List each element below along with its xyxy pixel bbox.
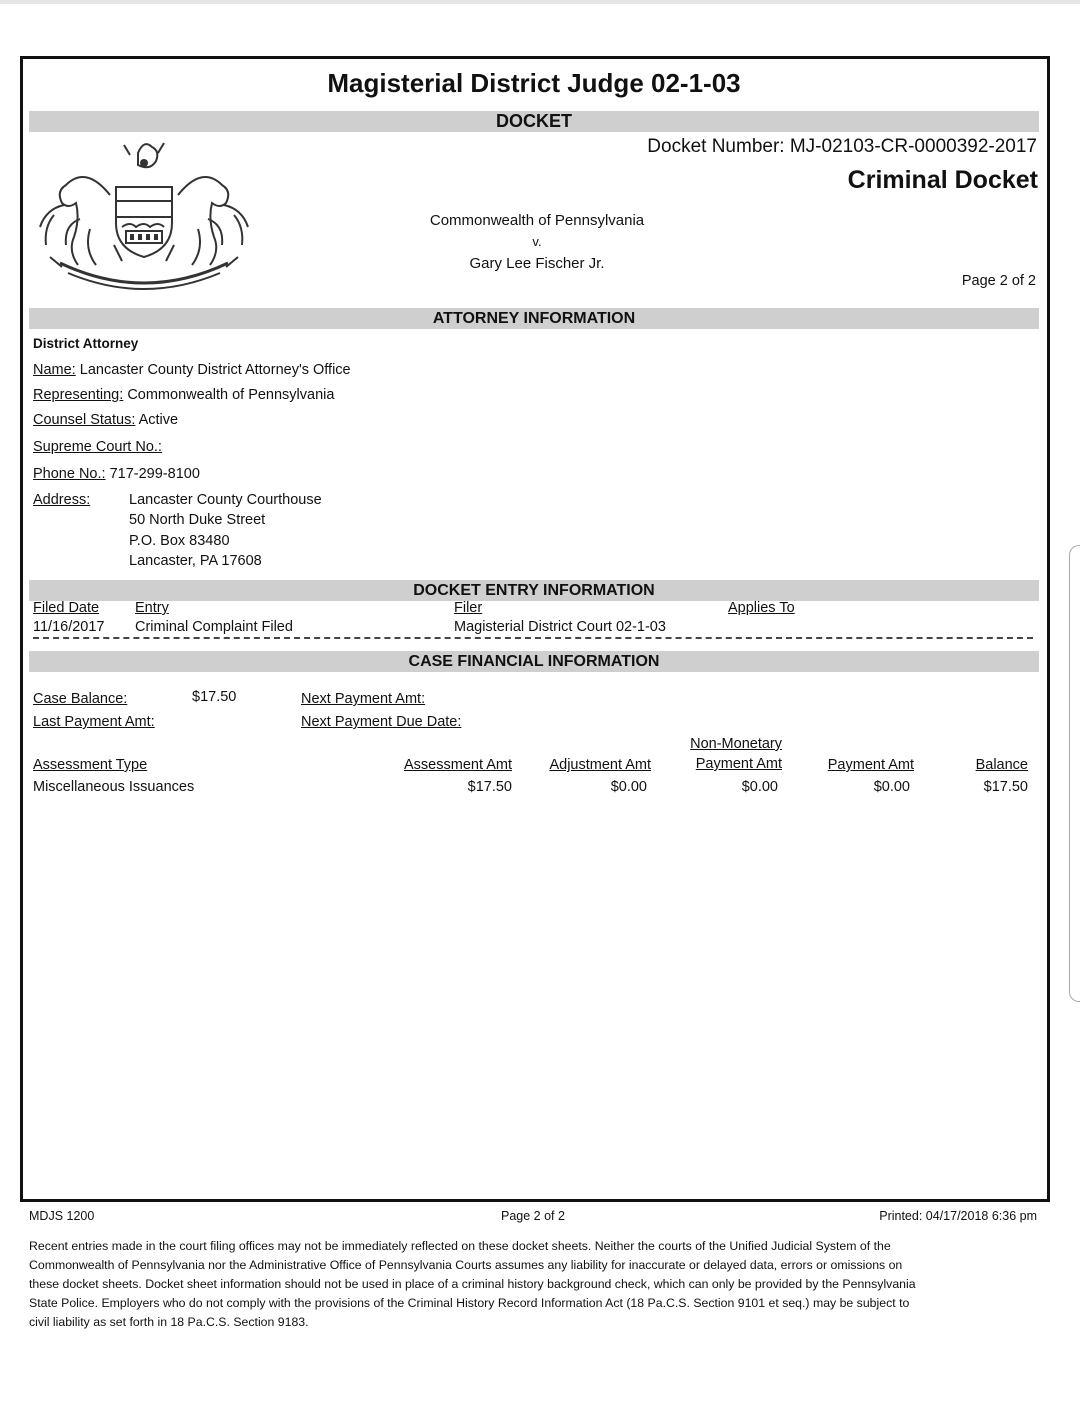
col-filed-date: Filed Date bbox=[33, 600, 100, 616]
address-line: 50 North Duke Street bbox=[129, 512, 266, 528]
supreme-court-label: Supreme Court No.: bbox=[33, 439, 162, 455]
balance-value: $17.50 bbox=[983, 779, 1028, 795]
payment-amt-value: $0.00 bbox=[873, 779, 910, 795]
phone-value: 717-299-8100 bbox=[109, 466, 200, 482]
form-code: MDJS 1200 bbox=[29, 1209, 95, 1223]
non-monetary-value: $0.00 bbox=[741, 779, 778, 795]
entry-filed-date: 11/16/2017 bbox=[33, 619, 105, 635]
col-entry: Entry bbox=[135, 600, 169, 616]
supreme-court-row bbox=[33, 439, 162, 455]
counsel-status-row bbox=[33, 412, 178, 428]
page-title: Magisterial District Judge 02-1-03 bbox=[327, 68, 741, 98]
col-non-monetary-line1: Non-Monetary bbox=[690, 736, 782, 752]
entry-filer: Magisterial District Court 02-1-03 bbox=[454, 619, 666, 635]
col-non-monetary-line2: Payment Amt bbox=[695, 756, 782, 772]
representing-label: Representing: bbox=[33, 387, 124, 403]
docket-number: Docket Number: MJ-02103-CR-0000392-2017 bbox=[647, 136, 1037, 157]
case-balance-label: Case Balance: bbox=[33, 691, 128, 707]
col-adjustment-amt: Adjustment Amt bbox=[549, 757, 651, 773]
col-assessment-amt: Assessment Amt bbox=[404, 757, 512, 773]
docket-band: DOCKET bbox=[29, 111, 1039, 132]
financial-band: CASE FINANCIAL INFORMATION bbox=[29, 651, 1039, 672]
plaintiff: Commonwealth of Pennsylvania bbox=[429, 212, 645, 229]
last-payment-label: Last Payment Amt: bbox=[33, 714, 155, 730]
attorney-role: District Attorney bbox=[33, 336, 139, 351]
col-balance: Balance bbox=[975, 757, 1028, 773]
phone-label: Phone No.: bbox=[33, 466, 106, 482]
defendant: Gary Lee Fischer Jr. bbox=[469, 255, 605, 272]
scrollbar[interactable] bbox=[1069, 545, 1080, 1002]
page-indicator: Page 2 of 2 bbox=[961, 273, 1036, 289]
printed-date: Printed: 04/17/2018 6:36 pm bbox=[879, 1209, 1037, 1223]
attorney-name-row bbox=[33, 362, 351, 378]
assessment-type-value: Miscellaneous Issuances bbox=[33, 779, 195, 795]
address-line: Lancaster County Courthouse bbox=[129, 492, 322, 508]
col-filer: Filer bbox=[454, 600, 483, 616]
address-label: Address: bbox=[33, 492, 91, 508]
attorney-band: ATTORNEY INFORMATION bbox=[29, 308, 1039, 329]
name-value: Lancaster County District Attorney's Office bbox=[79, 362, 351, 378]
docket-type: Criminal Docket bbox=[847, 166, 1038, 194]
entry-divider bbox=[33, 637, 1033, 639]
counsel-status-label: Counsel Status: bbox=[33, 412, 136, 428]
address-line: Lancaster, PA 17608 bbox=[129, 553, 262, 569]
entry-description: Criminal Complaint Filed bbox=[135, 619, 293, 635]
col-assessment-type: Assessment Type bbox=[33, 757, 148, 773]
versus: v. bbox=[532, 234, 542, 249]
next-payment-label: Next Payment Amt: bbox=[301, 691, 426, 707]
phone-row bbox=[33, 466, 200, 482]
disclaimer: Recent entries made in the court filing offices may not be immediately reflected on these docket sheets. Neither the courts of the Unified Judicial System of the Commonwealth of Pennsylvania nor the Administrative Office of Pennsylvania Courts assumes any liability for inaccurate or delayed data, errors or omissions on these docket sheets. Docket sheet information should not be used in place of a criminal history background check, which can only be provided by the Pennsylvania State Police. Employers who do not comply with the provisions of the Criminal History Record Information Act (18 Pa.C.S. Section 9101 et seq.) may be subject to civil liability as set forth in 18 Pa.C.S. Section 9183. bbox=[29, 1239, 916, 1329]
top-edge bbox=[0, 0, 1080, 4]
representing-value: Commonwealth of Pennsylvania bbox=[127, 387, 335, 403]
footer-page: Page 2 of 2 bbox=[501, 1209, 565, 1223]
counsel-status-value: Active bbox=[138, 412, 179, 428]
address-line: P.O. Box 83480 bbox=[129, 533, 230, 549]
name-label: Name: bbox=[33, 362, 76, 378]
case-balance-value: $17.50 bbox=[192, 689, 237, 705]
docket-entry-band: DOCKET ENTRY INFORMATION bbox=[29, 580, 1039, 601]
col-applies-to: Applies To bbox=[728, 600, 795, 616]
assessment-amt-value: $17.50 bbox=[467, 779, 512, 795]
next-due-label: Next Payment Due Date: bbox=[301, 714, 462, 730]
col-payment-amt: Payment Amt bbox=[827, 757, 914, 773]
adjustment-amt-value: $0.00 bbox=[610, 779, 647, 795]
representing-row bbox=[33, 387, 334, 403]
